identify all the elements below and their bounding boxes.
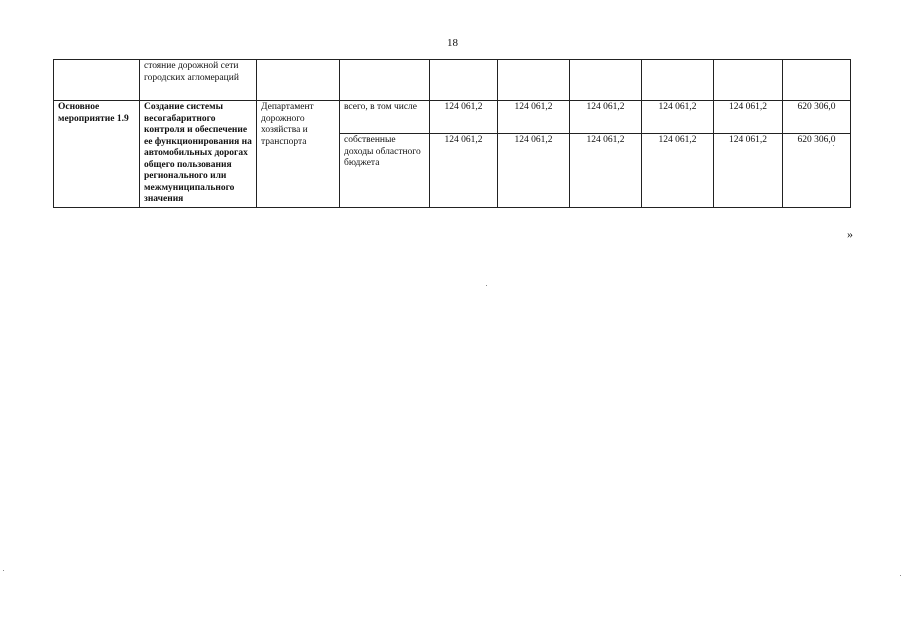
total-amount-cell: 620 306,0	[783, 134, 851, 208]
scan-speck	[900, 575, 901, 576]
budget-table	[53, 59, 851, 208]
cell-empty	[783, 60, 851, 101]
measure-total-row	[54, 101, 851, 134]
amount-cell: 124 061,2	[642, 134, 714, 208]
cell-empty	[642, 60, 714, 101]
cell-empty	[54, 60, 140, 101]
funding-source-cell: собственные доходы областного бюджета	[340, 134, 430, 208]
cell-empty	[340, 60, 430, 101]
closing-quote: »	[847, 227, 853, 241]
amount-cell: 124 061,2	[570, 101, 642, 134]
continuation-row	[54, 60, 851, 101]
cell-empty	[714, 60, 783, 101]
funding-source-cell: всего, в том числе	[340, 101, 430, 134]
amount-cell: 124 061,2	[714, 101, 783, 134]
continuation-name-cell: стояние дорожной сети городских агломераций	[140, 60, 257, 101]
cell-empty	[570, 60, 642, 101]
amount-cell: 124 061,2	[430, 101, 498, 134]
measure-name-cell: Создание системы весогабаритного контроля и обеспечение ее функционирования на автомобильных дорогах общего пользования регионального или межмуниципального значения	[140, 101, 257, 208]
cell-empty	[430, 60, 498, 101]
amount-cell: 124 061,2	[570, 134, 642, 208]
amount-cell: 124 061,2	[430, 134, 498, 208]
scan-speck	[486, 285, 487, 286]
scan-speck	[833, 145, 834, 146]
cell-empty	[498, 60, 570, 101]
total-amount-cell: 620 306,0	[783, 101, 851, 134]
scan-speck	[3, 570, 4, 571]
amount-cell: 124 061,2	[714, 134, 783, 208]
page-number: 18	[447, 37, 458, 49]
measure-title-cell: Основное мероприятие 1.9	[54, 101, 140, 208]
amount-cell: 124 061,2	[498, 134, 570, 208]
amount-cell: 124 061,2	[498, 101, 570, 134]
measure-executor-cell: Департамент дорожного хозяйства и транспорта	[257, 101, 340, 208]
cell-empty	[257, 60, 340, 101]
amount-cell: 124 061,2	[642, 101, 714, 134]
